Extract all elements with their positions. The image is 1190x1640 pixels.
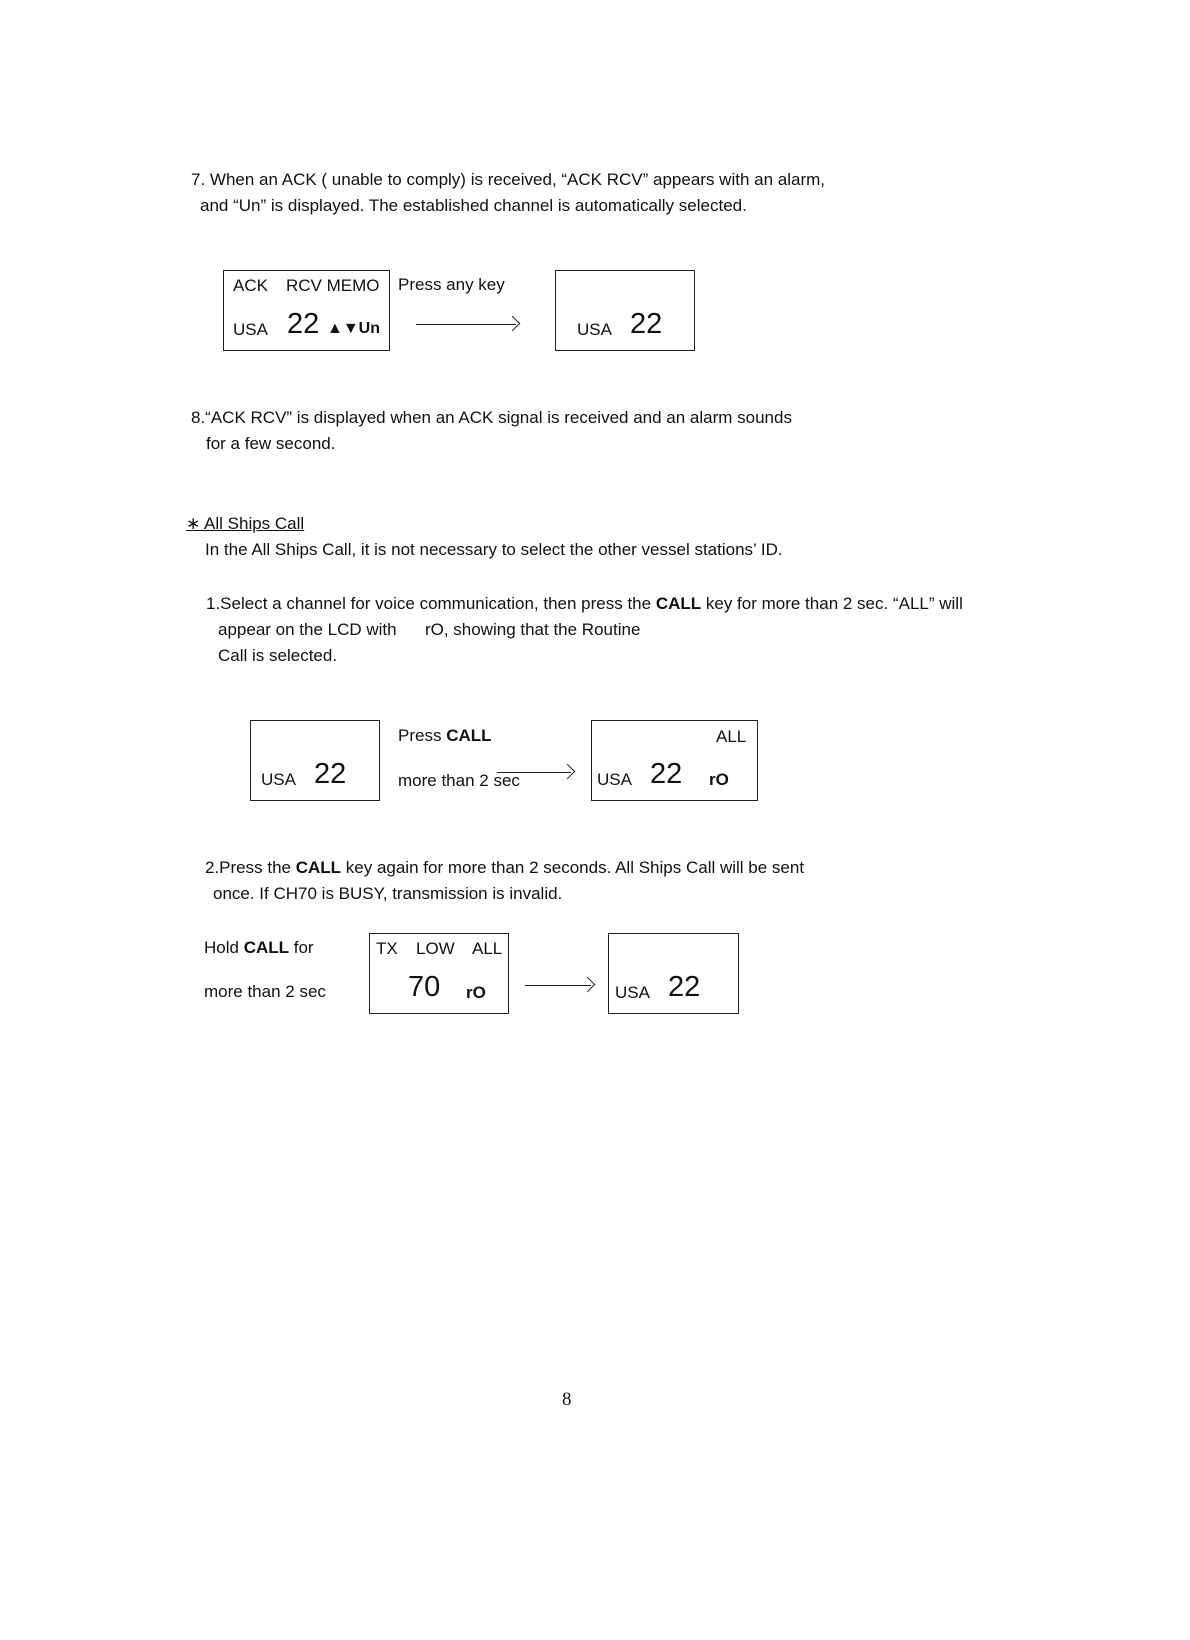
page-number: 8 [562,1389,572,1410]
lcd-channel: 22 [314,758,347,790]
all-ships-step2-line2: once. If CH70 is BUSY, transmission is invalid. [213,884,563,903]
text: 1.Select a channel for voice communication, then press the [206,594,656,613]
lcd-channel: 70 [408,971,441,1003]
lcd-mode-label: rO [709,770,729,789]
lcd-channel: 22 [650,758,683,790]
lcd-region: USA [577,320,612,339]
more-than-2-sec-label: more than 2 sec [398,771,520,790]
step8-line2: for a few second. [206,434,336,453]
lcd-all-label: ALL [472,939,503,958]
lcd-usa-22 [608,933,739,1014]
lcd-ack-indicator: ▲▼Un [327,320,380,337]
arrow-right-icon [525,985,591,986]
lcd-channel: 22 [668,971,701,1003]
step7-line1: 7. When an ACK ( unable to comply) is received, “ACK RCV” appears with an alarm, [191,170,825,189]
text: key again for more than 2 seconds. All Ships Call will be sent [341,858,805,877]
text: for [289,938,314,957]
arrow-right-icon [416,324,516,325]
all-ships-step2-line1 [205,858,804,878]
all-ships-step1-line1 [206,594,963,614]
lcd-usa-22 [250,720,380,801]
lcd-usa-22 [555,270,695,351]
call-key-label: CALL [446,726,492,745]
more-than-2-sec-label: more than 2 sec [204,982,326,1001]
lcd-mode-label: rO [466,983,486,1002]
lcd-region: USA [233,320,268,339]
lcd-region: USA [597,770,632,789]
text: key for more than 2 sec. “ALL” will [701,594,963,613]
lcd-tx-low-all [369,933,509,1014]
lcd-ack-rcv [223,270,390,351]
lcd-channel: 22 [287,308,320,340]
step7-line2: and “Un” is displayed. The established channel is automatically selected. [200,196,747,215]
lcd-tx-label: TX [376,939,398,958]
all-ships-intro: In the All Ships Call, it is not necessary to select the other vessel stations’ ID. [205,540,783,559]
lcd-rcv-memo-label: RCV MEMO [286,276,380,295]
lcd-all-label: ALL [716,727,747,746]
text: Hold [204,938,244,957]
text: 2.Press the [205,858,296,877]
call-key-label: CALL [295,858,342,877]
all-ships-step1-line3: Call is selected. [218,646,338,665]
step8-line1: 8.“ACK RCV” is displayed when an ACK signal is received and an alarm sounds [191,408,792,427]
lcd-all-routine [591,720,758,801]
all-ships-heading: ∗ All Ships Call [186,514,305,533]
text: Press [398,726,447,745]
lcd-ack-label: ACK [233,276,268,295]
press-any-key-label: Press any key [398,275,505,294]
lcd-region: USA [615,983,650,1002]
call-key-label: CALL [655,594,702,613]
all-ships-step1-line2: appear on the LCD with rO, showing that the Routine [218,620,641,639]
hold-call-label [204,938,314,958]
lcd-channel: 22 [630,308,663,340]
lcd-low-label: LOW [416,939,455,958]
lcd-region: USA [261,770,296,789]
arrow-right-icon [497,772,571,773]
press-call-label [398,726,492,746]
call-key-label: CALL [243,938,290,957]
